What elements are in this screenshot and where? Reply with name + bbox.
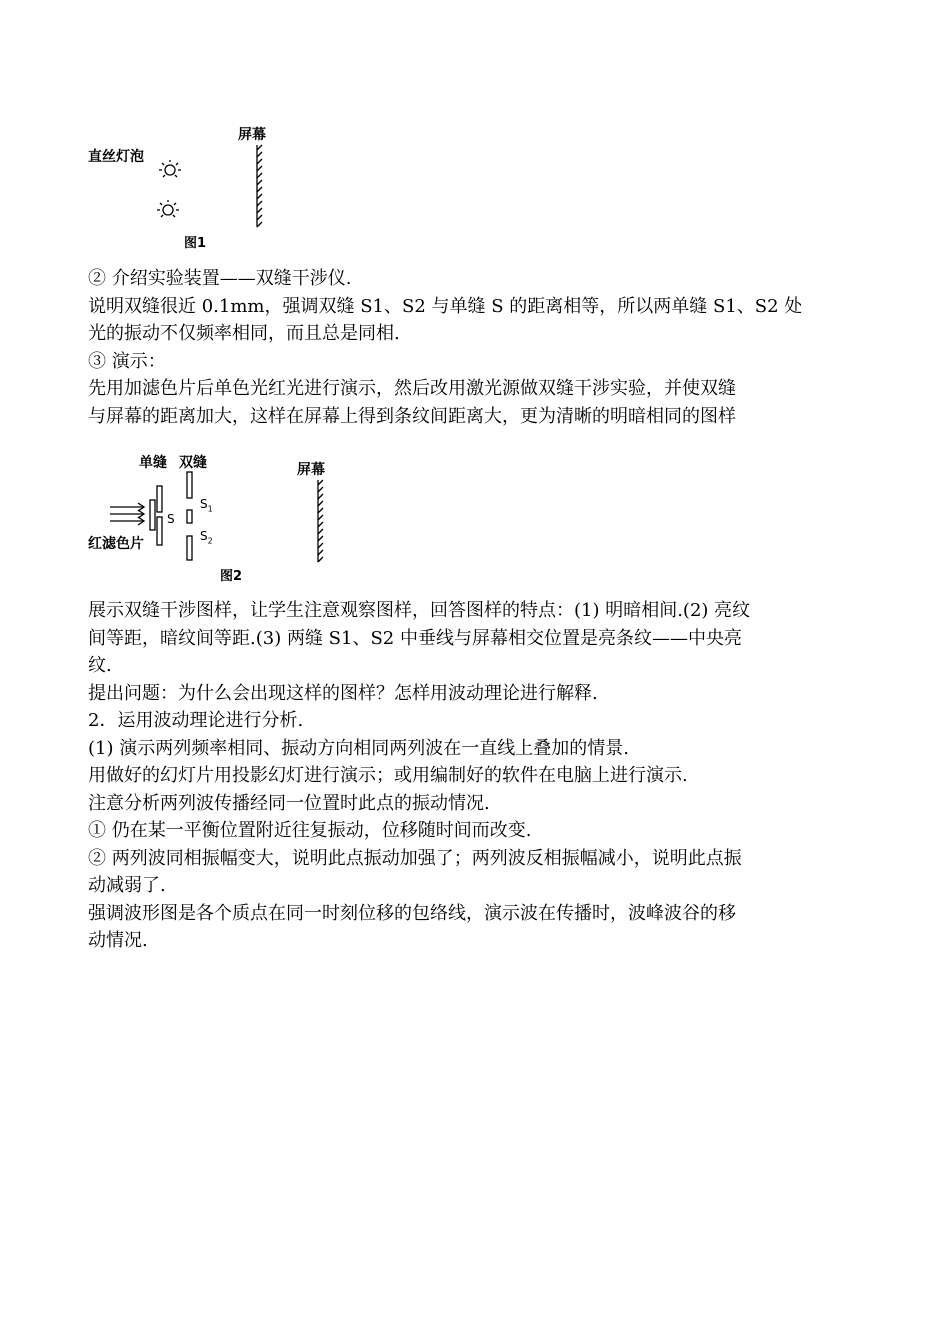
paragraph-line: ② 介绍实验装置——双缝干涉仪.: [88, 268, 352, 289]
paragraph-line: 先用加滤色片后单色光红光进行演示，然后改用激光源做双缝干涉实验，并使双缝: [88, 378, 736, 399]
screen-hatch-icon: [257, 145, 262, 227]
paragraph-line: 2．运用波动理论进行分析.: [88, 710, 304, 731]
s-label: S: [167, 512, 175, 526]
paragraph-line: 动减弱了.: [88, 875, 166, 896]
paragraph-line: 说明双缝很近 0.1mm，强调双缝 S1、S2 与单缝 S 的距离相等，所以两单缝 S1、S2 处: [88, 295, 803, 317]
s1-label: $S_1$: [200, 497, 213, 514]
paragraph-line: 强调波形图是各个质点在同一时刻位移的包络线，演示波在传播时，波峰波谷的移: [88, 902, 736, 924]
single-slit-label: 单缝: [139, 455, 167, 471]
bulb-icon: [157, 200, 179, 217]
figure-2-drawing: [0, 450, 950, 590]
text-block-2: [88, 597, 868, 955]
paragraph-line: 提出问题：为什么会出现这样的图样？怎样用波动理论进行解释.: [88, 682, 598, 704]
paragraph-line: (1) 演示两列频率相同、振动方向相同两列波在一直线上叠加的情景.: [88, 737, 629, 759]
paragraph-line: 纹.: [88, 655, 112, 676]
paragraph-line: ② 两列波同相振幅变大，说明此点振动加强了；两列波反相振幅减小，说明此点振: [88, 847, 742, 869]
paragraph-line: ① 仍在某一平衡位置附近往复振动，位移随时间而改变.: [88, 820, 532, 841]
paragraph-line: 间等距，暗纹间等距.(3) 两缝 S1、S2 中垂线与屏幕相交位置是亮条纹——中央亮: [88, 627, 742, 649]
bulb-label: 直丝灯泡: [88, 149, 144, 165]
screen-label: 屏幕: [297, 462, 325, 478]
figure-1-drawing: [0, 0, 950, 260]
bulb-icon: [159, 160, 181, 177]
paragraph-line: 展示双缝干涉图样，让学生注意观察图样，回答图样的特点：(1) 明暗相间.(2) 亮纹: [88, 600, 751, 621]
double-slit-label: 双缝: [179, 455, 207, 471]
paragraph-line: 注意分析两列波传播经同一位置时此点的振动情况.: [88, 792, 490, 814]
single-slit-icon: [157, 486, 162, 545]
double-slit-icon: [187, 472, 192, 560]
text-block-1: [88, 265, 868, 430]
paragraph-line: 与屏幕的距离加大，这样在屏幕上得到条纹间距离大，更为清晰的明暗相同的图样: [88, 405, 736, 427]
paragraph-line: 动情况.: [88, 930, 148, 951]
figure-2: [0, 450, 950, 590]
figure-2-caption: 图2: [220, 569, 243, 584]
paragraph-line: ③ 演示：: [88, 350, 166, 372]
filter-plate-icon: [150, 500, 155, 530]
figure-1-caption: 图1: [184, 236, 207, 251]
figure-1: [0, 0, 950, 260]
paragraph-line: 用做好的幻灯片用投影幻灯进行演示；或用编制好的软件在电脑上进行演示.: [88, 765, 688, 786]
screen-hatch-icon: [318, 480, 323, 562]
s2-label: $S_2$: [200, 529, 213, 546]
filter-label: 红滤色片: [88, 536, 144, 552]
paragraph-line: 光的振动不仅频率相同，而且总是同相.: [88, 323, 400, 344]
light-arrows-icon: [110, 503, 144, 525]
screen-label: 屏幕: [238, 127, 266, 143]
